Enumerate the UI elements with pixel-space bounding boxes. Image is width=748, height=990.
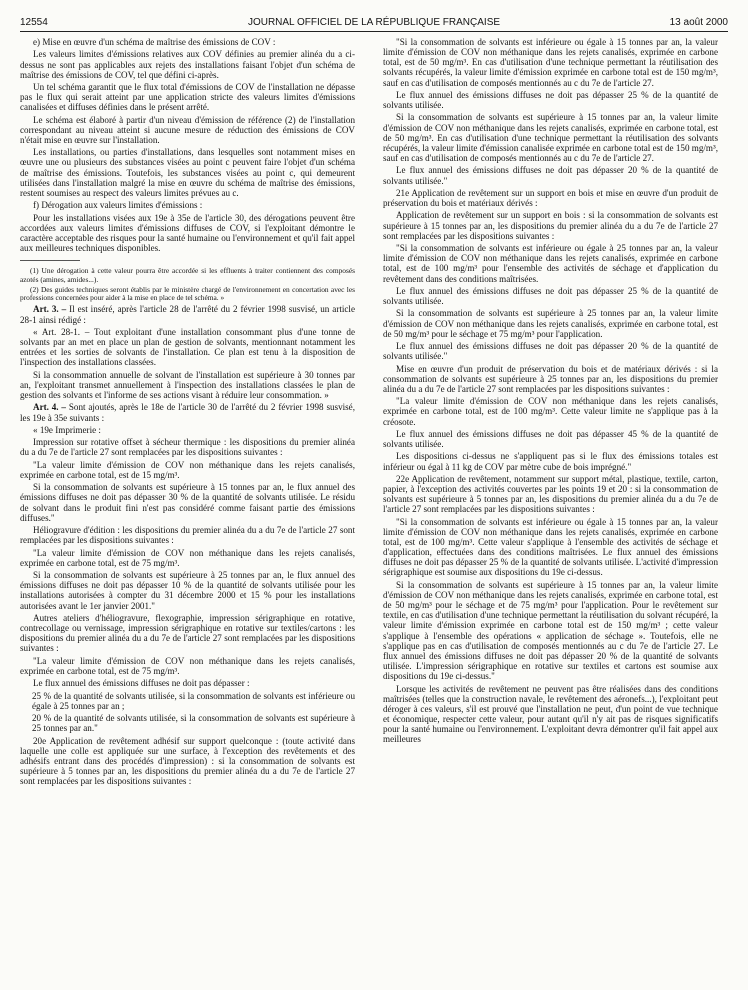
paragraph (20, 37, 355, 47)
paragraph-text: Le flux annuel des émissions diffuses ne doit pas dépasser : (33, 678, 250, 689)
paragraph-text: "Si la consommation de solvants est inférieure ou égale à 15 tonnes par an, la valeur limite d'émission de COV non méthanique dans les rejets canalisés, exprimée en carbone total, est de 50 mg/m³. En cas d'utilisation d'une technique permettant la réutilisation des solvants récupérés, la valeur limite d'émission exprimée en carbone total est de 150 mg/m³, sauf en cas d'utilisation de composés mentionnés au c du 7e de l'article 27. (383, 37, 718, 88)
paragraph-text: Sont ajoutés, après le 18e de l'article 30 de l'arrêté du 2 février 1998 susvisé, les 19e à 35e suivants : (20, 402, 355, 423)
paragraph (383, 341, 718, 361)
paragraph (20, 678, 355, 688)
left-column (20, 37, 355, 983)
paragraph-text: Pour les installations visées aux 19e à 35e de l'article 30, des dérogations peuvent être accordées aux valeurs limites d'émissions diffuses de COV, si l'exploitant démontre le caractère acceptable des risques pour la santé humaine ou l'environnement et qu'il fait appel aux meilleures techniques disponibles. (20, 212, 355, 254)
paragraph (20, 570, 355, 611)
paragraph (383, 90, 718, 110)
paragraph-text: Le flux annuel des émissions diffuses ne doit pas dépasser 20 % de la quantité de solvants utilisée." (383, 165, 718, 186)
paragraph (20, 147, 355, 198)
paragraph (383, 308, 718, 338)
paragraph-text: Le flux annuel des émissions diffuses ne doit pas dépasser 25 % de la quantité de solvants utilisée. (383, 89, 718, 111)
paragraph-text: 20 % de la quantité de solvants utilisée, si la consommation de solvants est supérieure à 25 tonnes par an." (32, 713, 355, 734)
paragraph (20, 200, 355, 210)
paragraph-text: Mise en œuvre d'un produit de préservation du bois et de matériaux dérivés : si la consommation de solvants est supérieure à 25 tonnes par an, les dispositions du premier alinéa du a du 7e de l'article 27 sont remplacées par les dispositions suivantes : (383, 363, 718, 394)
paragraph (20, 115, 355, 145)
paragraph (20, 402, 355, 422)
paragraph (383, 286, 718, 306)
paragraph-text: Si la consommation de solvants est supérieure à 25 tonnes par an, le flux annuel des émissions diffuses ne doit pas dépasser 10 % de la quantité de solvants utilisée pour les installations autorisées à compter du 31 décembre 2000 et 15 % pour les installations autorisées avant le 1er janvier 2001." (20, 570, 355, 611)
paragraph-text: 22e Application de revêtement, notamment sur support métal, plastique, textile, carton, papier, à l'exception des activités couvertes par les points 19 et 20 : si la consommation de solvants est supérieure à 5 tonnes par an, les dispositions du premier alinéa du a du 7e de l'article 27 sont remplacées par les dispositions suivantes : (383, 473, 718, 515)
paragraph-text: "Si la consommation de solvants est inférieure ou égale à 15 tonnes par an, la valeur limite d'émission de COV non méthanique dans les rejets canalisés, exprimée en carbone total, est de 100 mg/m³. Cette valeur s'applique à l'ensemble des activités de séchage et d'application, effectuées dans des conditions maîtrisées. Le flux annuel des émissions diffuses ne doit pas dépasser 25 % de la quantité de solvants utilisée. L'activité d'impression sérigraphique est soumise aux dispositions du 19e ci-dessus. (383, 516, 718, 578)
paragraph (383, 210, 718, 240)
paragraph-text: Il est inséré, après l'article 28 de l'arrêté du 2 février 1998 susvisé, un article 28-1 ainsi rédigé : (20, 304, 355, 325)
paragraph-text: e) Mise en œuvre d'un schéma de maîtrise des émissions de COV : (33, 37, 276, 47)
paragraph (383, 451, 718, 471)
paragraph (20, 213, 355, 254)
paragraph (20, 525, 355, 545)
paragraph (20, 82, 355, 112)
paragraph-text: Si la consommation de solvants est supérieure à 15 tonnes par an, la valeur limite d'émission de COV non méthanique dans les rejets canalisés, exprimée en carbone total, est de 50 mg/m³. En cas d'utilisation d'une technique permettant la réutilisation des solvants récupérés, la valeur limite d'émission canalisée exprimée en carbone total est de 150 mg/m³, sauf en cas d'utilisation de composés mentionnés au c du 7e de l'article 27. (383, 112, 718, 164)
paragraph-text: "La valeur limite d'émission de COV non méthanique dans les rejets canalisés, exprimée en carbone total, est de 100 mg/m³. Cette valeur limite ne s'applique pas à la créosote. (383, 396, 718, 427)
paragraph-text: Si la consommation de solvants est supérieure à 15 tonnes par an, la valeur limite d'émission de COV non méthanique dans les rejets canalisés, exprimée en carbone total, est de 50 mg/m³ pour le séchage et de 75 mg/m³ pour l'application. Pour le revêtement sur textile, en cas d'utilisation d'une technique permettant la réutilisation du solvant récupéré, la valeur limite d'émission exprimée en carbone total est de 150 mg/m³ ; cette valeur s'applique à l'ensemble des opérations « application de séchage ». Toutefois, elle ne s'applique pas en cas d'utilisation de composés mentionnés au c du 7e de l'article 27. Le flux annuel des émissions diffuses ne doit pas dépasser 20 % de la quantité de solvants utilisée. L'impression sérigraphique en rotative sur textiles et cartons est soumise aux dispositions du 19e ci-dessus." (383, 579, 718, 682)
paragraph-text: Le flux annuel des émissions diffuses ne doit pas dépasser 45 % de la quantité de solvants utilisée. (383, 428, 718, 450)
paragraph-text: Application de revêtement sur un support en bois : si la consommation de solvants est supérieure à 15 tonnes par an, les dispositions du premier alinéa du a du 7e de l'article 27 sont remplacées par les dispositions suivantes : (383, 210, 718, 241)
paragraph-text: « Art. 28-1. – Tout exploitant d'une installation consommant plus d'une tonne de solvants par an met en place un plan de gestion de solvants, mentionnant notamment les entrées et les sorties de solvants de l'installation. Ce plan est tenu à la disposition de l'inspection des installations classées. (20, 326, 355, 368)
paragraph (383, 165, 718, 185)
paragraph-text: (1) Une dérogation à cette valeur pourra être accordée si les effluents à traiter contiennent des composés azotés (amines, amides...). (20, 266, 355, 284)
paragraph-text: "La valeur limite d'émission de COV non méthanique dans les rejets canalisés, exprimée en carbone total, est de 75 mg/m³. (20, 547, 355, 568)
paragraph-text: 21e Application de revêtement sur un support en bois et mise en œuvre d'un produit de préservation du bois et matériaux dérivés : (383, 187, 718, 209)
paragraph-text: « 19e Imprimerie : (33, 424, 101, 435)
article-heading: Art. 4. – (33, 402, 66, 413)
paragraph (20, 304, 355, 324)
paragraph-text: Les installations, ou parties d'installations, dans lesquelles sont notamment mises en œuvre une ou plusieurs des substances visées au point c peuvent faire l'objet d'un schéma de maîtrise des émissions. Toutefois, les substances visées au point c, qui demeurent utilisées dans l'installation malgré la mise en œuvre du schéma de maîtrise des émissions, restent soumises au respect des valeurs limites prévues au c. (20, 147, 355, 198)
paragraph (383, 243, 718, 284)
paragraph (383, 684, 718, 745)
paragraph (383, 364, 718, 394)
paragraph (383, 112, 718, 163)
paragraph (383, 517, 718, 578)
paragraph (383, 429, 718, 449)
footnote (20, 286, 355, 303)
paragraph (383, 396, 718, 426)
paragraph-text: Le schéma est élaboré à partir d'un niveau d'émission de référence (2) de l'installation correspondant au niveau atteint si aucune mesure de réduction des émissions de COV n'était mise en œuvre sur l'installation. (20, 114, 355, 145)
paragraph-text: (2) Des guides techniques seront établis par le ministère chargé de l'environnement en concertation avec les professions concernées pour aider à la mise en place de tel schéma. » (20, 284, 355, 303)
list-item (32, 691, 355, 711)
paragraph (20, 736, 355, 787)
paragraph (20, 656, 355, 676)
paragraph-text: Autres ateliers d'héliogravure, flexographie, impression sérigraphique en rotative, contrecollage ou vernissage, impression sérigraphique en rotative sur textiles/cartons : les dispositions du premier alinéa du a du 7e de l'article 27 sont remplacées par les dispositions suivantes : (20, 612, 355, 654)
paragraph (20, 482, 355, 523)
paragraph-text: "Si la consommation de solvants est inférieure ou égale à 25 tonnes par an, la valeur limite d'émission de COV non méthanique dans les rejets canalisés, exprimée en carbone total, est de 100 mg/m³ pour l'ensemble des activités de séchage et d'application du revêtement dans des conditions maîtrisées. (383, 243, 718, 284)
page-number: 12554 (20, 17, 48, 28)
paragraph (383, 37, 718, 88)
paragraph-text: Les valeurs limites d'émissions relatives aux COV définies au premier alinéa du a ci-dessus ne sont pas applicables aux rejets des installations faisant l'objet d'un schéma de maîtrise des émissions de COV, tel que défini ci-après. (20, 49, 355, 80)
paragraph (20, 437, 355, 457)
paragraph-text: Un tel schéma garantit que le flux total d'émissions de COV de l'installation ne dépasse pas le flux qui serait atteint par une application stricte des valeurs limites d'émissions canalisées et diffuses définies dans le présent arrêté. (20, 82, 355, 113)
paragraph (20, 548, 355, 568)
article-heading: Art. 3. – (33, 304, 67, 315)
paragraph (383, 580, 718, 682)
paragraph (20, 460, 355, 480)
paragraph (20, 370, 355, 400)
journal-title: JOURNAL OFFICIEL DE LA RÉPUBLIQUE FRANÇAISE (247, 17, 501, 28)
issue-date: 13 août 2000 (669, 17, 728, 28)
paragraph-text: Si la consommation annuelle de solvant de l'installation est supérieure à 30 tonnes par an, l'exploitant transmet annuellement à l'inspection des installations classées le plan de gestion des solvants et l'informe de ses actions visant à réduire leur consommation. » (20, 369, 355, 401)
paragraph-text: f) Dérogation aux valeurs limites d'émissions : (33, 200, 203, 211)
paragraph (20, 425, 355, 435)
list-item (32, 713, 355, 733)
paragraph (20, 327, 355, 368)
paragraph-text: 20e Application de revêtement adhésif sur support quelconque : (toute activité dans laquelle une colle est appliquée sur une surface, à l'exception des revêtements et des adhésifs entrant dans des procédés d'impression) : si la consommation de solvants est supérieure à 5 tonnes par an, les dispositions du premier alinéa du a du 7e de l'article 27 sont remplacées par les dispositions suivantes : (20, 735, 355, 787)
paragraph-text: Lorsque les activités de revêtement ne peuvent pas être réalisées dans des conditions maîtrisées (telles que la construction navale, le revêtement des aéronefs...), l'exploitant peut déroger à ces valeurs, s'il est prouvé que l'installation ne peut, d'un point de vue technique et économique, respecter cette valeur, pour autant qu'il n'y ait pas de risques significatifs pour la santé humaine ou l'environnement. L'exploitant devra démontrer qu'il fait appel aux meilleures (383, 683, 718, 745)
paragraph (383, 188, 718, 208)
paragraph-text: Si la consommation de solvants est supérieure à 15 tonnes par an, le flux annuel des émissions diffuses ne doit pas dépasser 30 % de la quantité de solvants utilisée. Le résidu de solvant dans le produit fini n'est pas considéré comme faisant partie des émissions diffuses." (20, 482, 355, 523)
paragraph-text: 25 % de la quantité de solvants utilisée, si la consommation de solvants est inférieure ou égale à 25 tonnes par an ; (32, 690, 355, 711)
paragraph-text: Si la consommation de solvants est supérieure à 25 tonnes par an, la valeur limite d'émission de COV non méthanique dans les rejets canalisés, exprimée en carbone total, est de 50 mg/m³ pour le séchage et 75 mg/m³ pour l'application. (383, 308, 718, 339)
footnote (20, 267, 355, 284)
paragraph-text: "La valeur limite d'émission de COV non méthanique dans les rejets canalisés, exprimée en carbone total, est de 15 mg/m³. (20, 459, 355, 480)
paragraph-text: Impression sur rotative offset à sécheur thermique : les dispositions du premier alinéa du a du 7e de l'article 27 sont remplacées par les dispositions suivantes : (20, 437, 355, 458)
paragraph-text: Héliogravure d'édition : les dispositions du premier alinéa du a du 7e de l'article 27 sont remplacées par les dispositions suivantes : (20, 525, 355, 546)
paragraph (20, 49, 355, 79)
paragraph (20, 613, 355, 654)
paragraph (383, 474, 718, 515)
paragraph-text: "La valeur limite d'émission de COV non méthanique dans les rejets canalisés, exprimée en carbone total, est de 75 mg/m³. (20, 655, 355, 676)
right-column (383, 37, 718, 983)
footnote-rule (20, 260, 80, 261)
header-rule (20, 31, 728, 32)
paragraph-text: Le flux annuel des émissions diffuses ne doit pas dépasser 25 % de la quantité de solvants utilisée. (383, 285, 718, 307)
paragraph-text: Les dispositions ci-dessus ne s'appliquent pas si le flux des émissions totales est inférieur ou égal à 11 kg de COV par mètre cube de bois imprégné." (383, 451, 718, 472)
paragraph-text: Le flux annuel des émissions diffuses ne doit pas dépasser 20 % de la quantité de solvants utilisée." (383, 341, 718, 362)
